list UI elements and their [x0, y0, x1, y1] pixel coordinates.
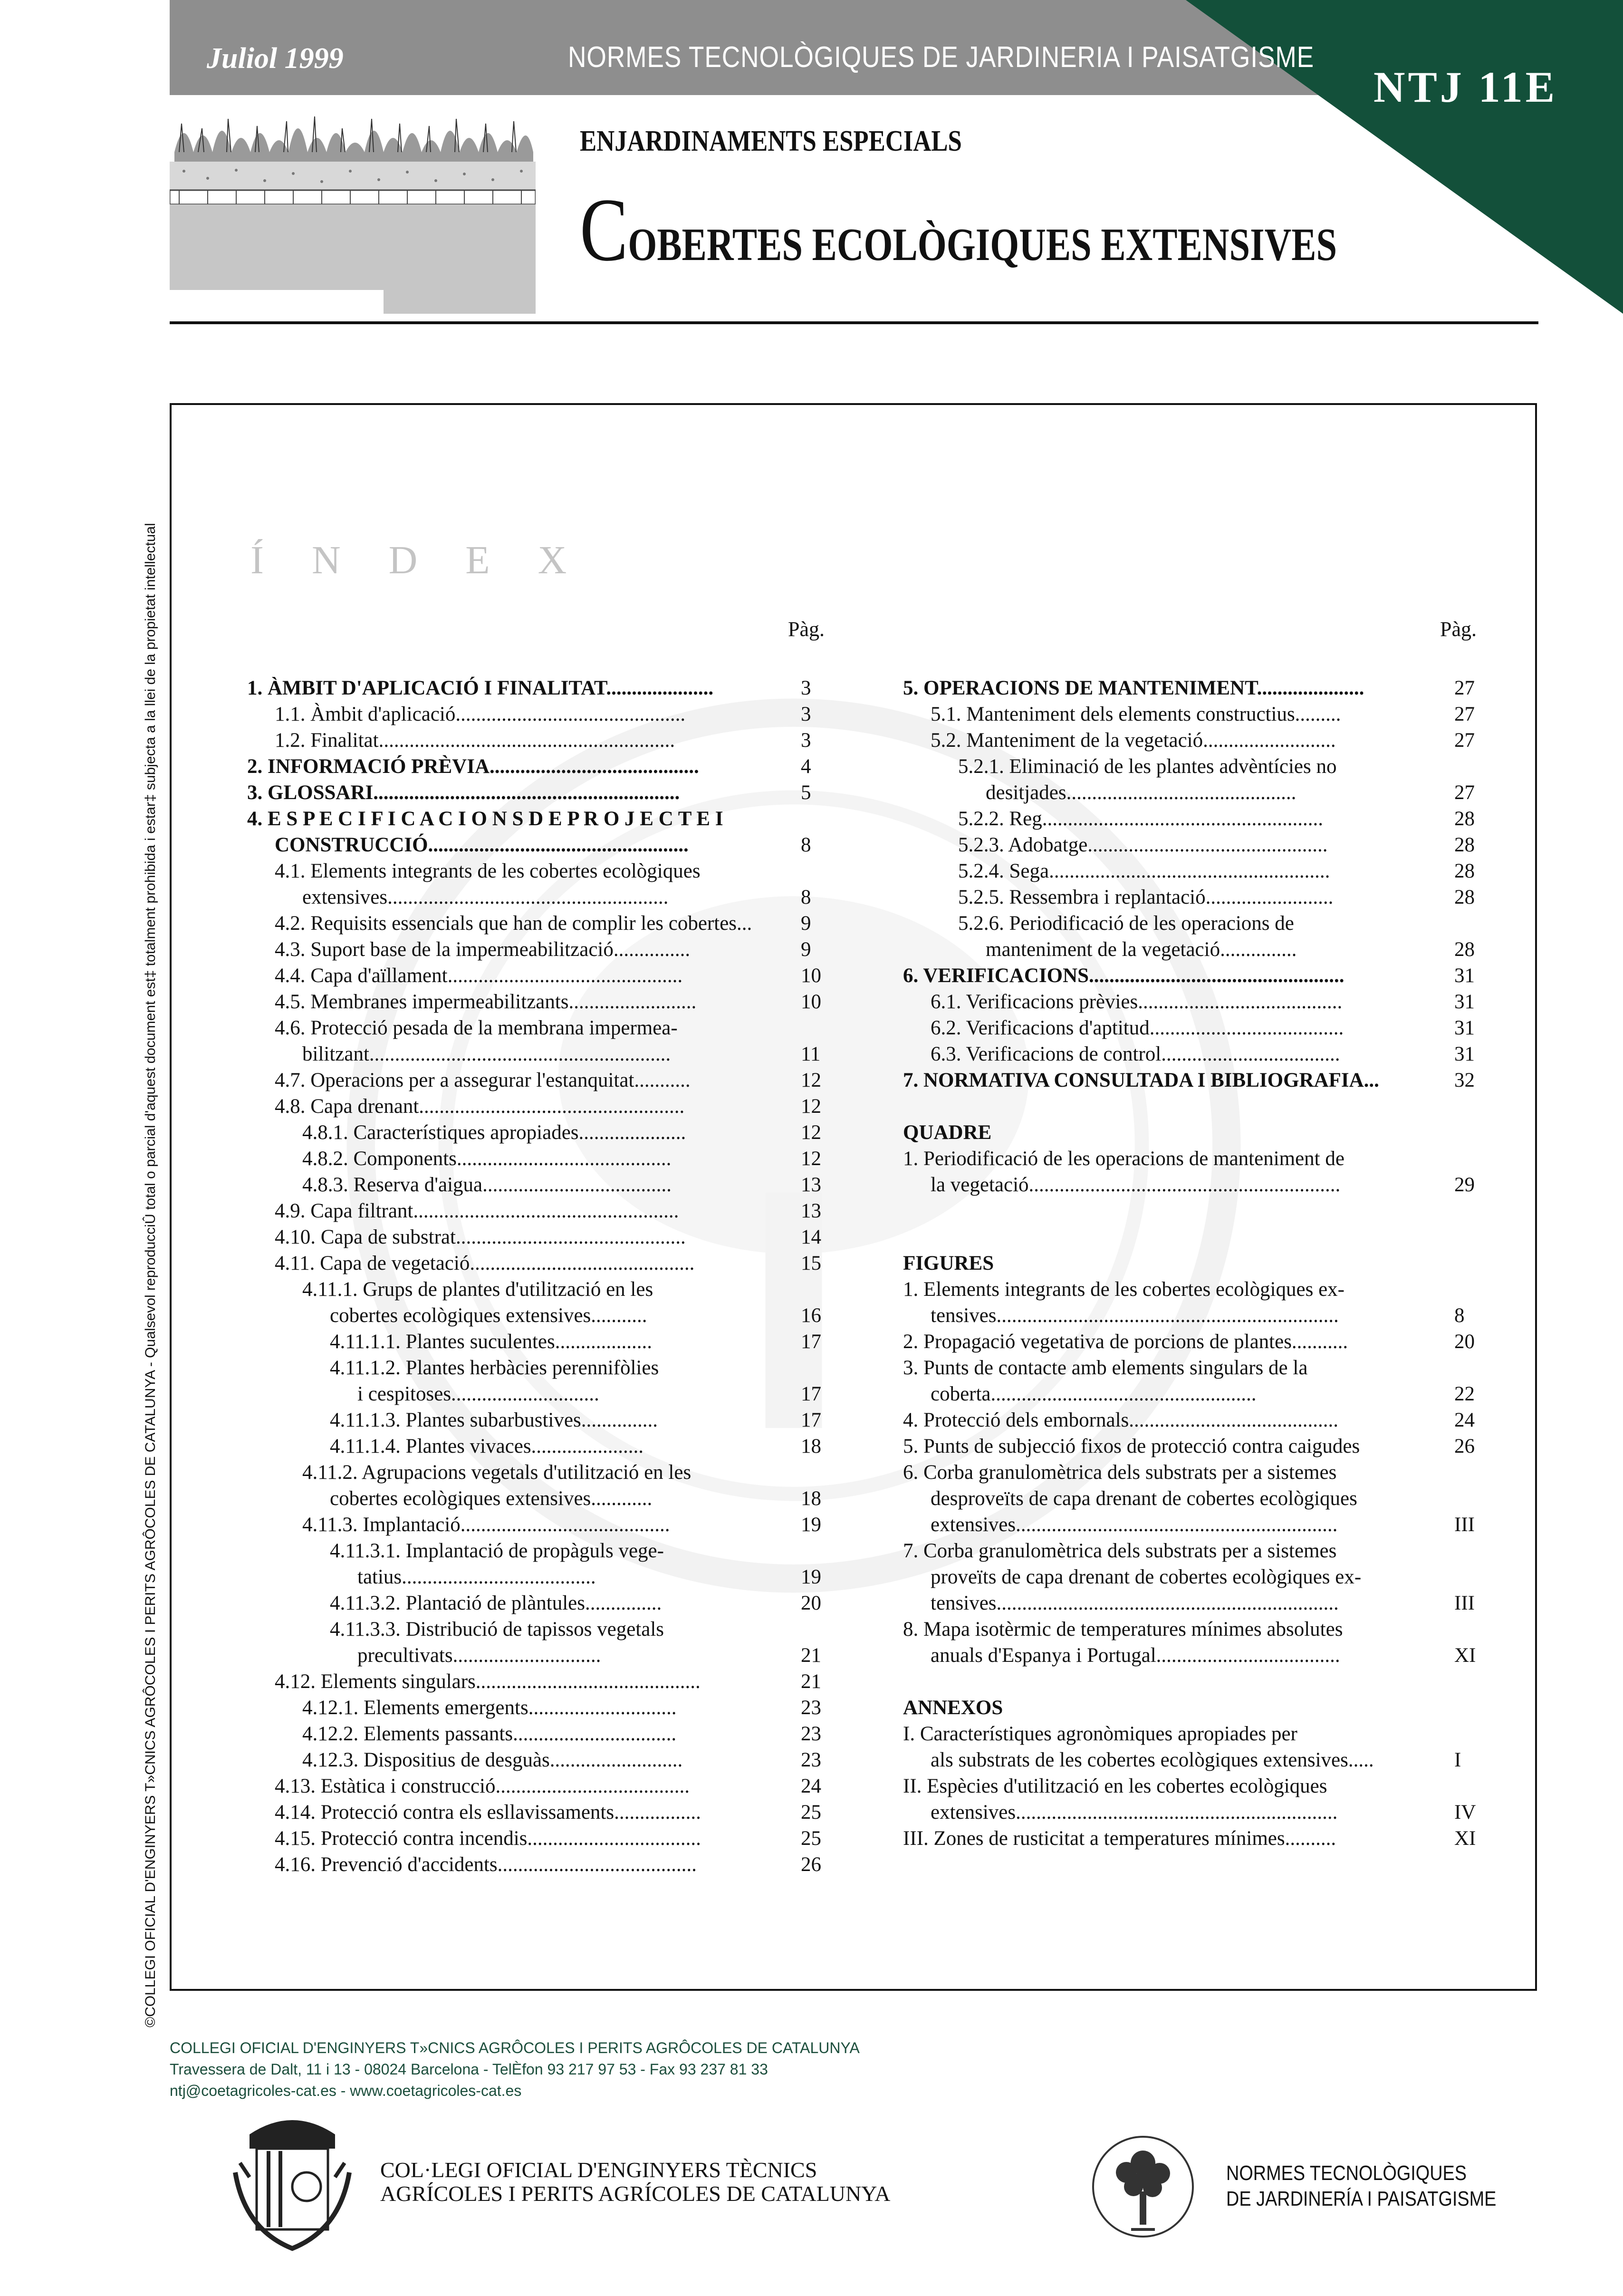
normes-line-2: DE JARDINERÍA I PAISATGISME	[1226, 2187, 1497, 2210]
toc-entry-page: I	[1454, 1749, 1461, 1771]
toc-entry-label: 6.2. Verificacions d'aptitud......................................	[931, 1017, 1344, 1039]
toc-entry	[247, 1224, 836, 1250]
toc-entry	[903, 1773, 1488, 1799]
toc-entry-label: 4. E S P E C I F I C A C I O N S D E P R O J E C T E I	[247, 808, 723, 830]
toc-entry	[903, 1669, 1488, 1695]
footer-organization: COLLEGI OFICIAL D'ENGINYERS T»CNICS AGRÔCOLES I PERITS AGRÔCOLES DE CATALUNYA	[170, 2039, 860, 2056]
toc-entry	[903, 1486, 1488, 1512]
toc-entry	[903, 1721, 1488, 1747]
toc-entry-label: 4.12.1. Elements emergents.............................	[302, 1697, 677, 1719]
toc-entry	[903, 1616, 1488, 1642]
toc-entry-label: 4.11.1.2. Plantes herbàcies perennifòlies	[330, 1357, 659, 1379]
toc-entry	[247, 1015, 836, 1041]
toc-entry	[247, 701, 836, 727]
toc-entry-page: 29	[1454, 1174, 1475, 1196]
toc-entry-label: 4.8.1. Característiques apropiades.....................	[302, 1121, 686, 1144]
toc-entry-label: 5.2.4. Sega.......................................................	[958, 860, 1330, 882]
toc-entry	[903, 1302, 1488, 1329]
toc-entry-page: 12	[801, 1148, 821, 1170]
toc-entry	[903, 963, 1488, 989]
toc-entry-label: 4.11.3.2. Plantació de plàntules...............	[330, 1592, 662, 1614]
toc-entry-page: 3	[801, 677, 811, 699]
toc-entry-label: la vegetació.............................................................	[931, 1174, 1341, 1196]
toc-entry	[903, 1590, 1488, 1616]
toc-entry	[247, 1355, 836, 1381]
toc-entry-label: als substrats de les cobertes ecològiques extensives.....	[931, 1749, 1374, 1771]
toc-entry	[247, 1250, 836, 1276]
toc-entry-label: 5. Punts de subjecció fixos de protecció contra caigudes	[903, 1435, 1360, 1457]
toc-entry-page: 32	[1454, 1069, 1475, 1091]
toc-entry-page: 31	[1454, 1043, 1475, 1065]
toc-entry-label: 6.3. Verificacions de control...................................	[931, 1043, 1340, 1065]
header-rule	[170, 321, 1538, 324]
toc-entry-page: 24	[801, 1775, 821, 1797]
toc-entry-label: precultivats.............................	[357, 1644, 601, 1667]
toc-entry-label: extensives...............................................................	[931, 1514, 1338, 1536]
toc-entry-page: 17	[801, 1409, 821, 1431]
toc-entry	[247, 1747, 836, 1773]
toc-entry-label: anuals d'Espanya i Portugal....................................	[931, 1644, 1340, 1667]
toc-entry-page: 28	[1454, 860, 1475, 882]
toc-entry	[903, 884, 1488, 910]
toc-entry-label: 4.11.1. Grups de plantes d'utilització en les	[302, 1278, 653, 1301]
toc-entry	[903, 1355, 1488, 1381]
toc-entry-label: III. Zones de rusticitat a temperatures mínimes..........	[903, 1827, 1336, 1850]
toc-entry-page: 23	[801, 1749, 821, 1771]
header-subtitle: ENJARDINAMENTS ESPECIALS	[580, 125, 962, 157]
toc-entry-label: coberta....................................................	[931, 1383, 1257, 1405]
toc-entry-label: 4.5. Membranes impermeabilitzants.........................	[275, 991, 697, 1013]
toc-entry-label: 1. Elements integrants de les cobertes ecològiques ex-	[903, 1278, 1344, 1301]
toc-entry-label: 4.1. Elements integrants de les cobertes ecològiques	[275, 860, 701, 882]
toc-entry	[247, 1852, 836, 1878]
toc-entry	[247, 1642, 836, 1669]
title-initial: C	[580, 180, 628, 280]
toc-entry-label: 4.8.2. Components..........................................	[302, 1148, 672, 1170]
toc-entry	[247, 910, 836, 936]
toc-entry	[903, 936, 1488, 963]
college-crest-logo	[230, 2106, 354, 2258]
toc-entry-label: 4.11.3. Implantació.........................................	[302, 1514, 670, 1536]
toc-entry	[903, 1825, 1488, 1852]
toc-entry-label: QUADRE	[903, 1121, 992, 1144]
toc-entry-page: 13	[801, 1174, 821, 1196]
title-rest: OBERTES ECOLÒGIQUES EXTENSIVES	[628, 219, 1337, 270]
toc-entry	[247, 1825, 836, 1852]
toc-entry-label: 4.12.2. Elements passants................................	[302, 1723, 677, 1745]
toc-entry-label: 1. Periodificació de les operacions de manteniment de	[903, 1148, 1344, 1170]
toc-entry-page: 22	[1454, 1383, 1475, 1405]
document-title	[580, 178, 1337, 282]
toc-entry-page: 26	[801, 1853, 821, 1876]
toc-entry	[247, 1773, 836, 1799]
toc-entry-page: 27	[1454, 677, 1475, 699]
toc-entry-page: 21	[801, 1644, 821, 1667]
toc-entry-label: 7. NORMATIVA CONSULTADA I BIBLIOGRAFIA...	[903, 1069, 1379, 1091]
header-series-title: NORMES TECNOLÒGIQUES DE JARDINERIA I PAISATGISME	[568, 41, 1315, 74]
toc-entry	[903, 753, 1488, 780]
toc-entry-label: I. Característiques agronòmiques apropiades per	[903, 1723, 1297, 1745]
toc-entry-label: 8. Mapa isotèrmic de temperatures mínimes absolutes	[903, 1618, 1343, 1640]
toc-entry-label: 4.9. Capa filtrant....................................................	[275, 1200, 679, 1222]
toc-entry	[903, 858, 1488, 884]
toc-entry	[247, 1799, 836, 1825]
toc-entry	[247, 727, 836, 753]
normes-logo-text	[1226, 2161, 1496, 2212]
toc-entry-page: 19	[801, 1566, 821, 1588]
college-name	[380, 2158, 891, 2206]
toc-entry	[247, 1146, 836, 1172]
toc-entry-page: 26	[1454, 1435, 1475, 1457]
toc-entry-label: 5.2.2. Reg.......................................................	[958, 808, 1324, 830]
toc-entry	[903, 780, 1488, 806]
college-line-2: AGRÍCOLES I PERITS AGRÍCOLES DE CATALUNYA	[380, 2181, 891, 2206]
toc-entry	[903, 727, 1488, 753]
toc-entry-label: bilitzant...........................................................	[302, 1043, 671, 1065]
toc-entry	[247, 1381, 836, 1407]
toc-entry	[903, 1067, 1488, 1093]
toc-entry	[247, 936, 836, 963]
toc-entry-label: 4.14. Protecció contra els esllavissaments.................	[275, 1801, 701, 1823]
toc-entry-label: 4.11. Capa de vegetació............................................	[275, 1252, 695, 1274]
right-page-heading: Pàg.	[1440, 617, 1477, 641]
toc-entry-page: 28	[1454, 886, 1475, 908]
toc-entry-page: 8	[1454, 1304, 1465, 1327]
toc-entry-label: 4.16. Prevenció d'accidents.......................................	[275, 1853, 697, 1876]
toc-entry-page: 23	[801, 1723, 821, 1745]
left-page-heading: Pàg.	[788, 617, 825, 641]
toc-entry-page: 8	[801, 886, 811, 908]
toc-entry-label: 4.2. Requisits essencials que han de complir les cobertes...	[275, 912, 752, 935]
toc-entry	[903, 1433, 1488, 1459]
toc-entry-page: III	[1454, 1514, 1475, 1536]
toc-entry-label: 5.2. Manteniment de la vegetació..........................	[931, 729, 1336, 752]
toc-entry-label: 4.11.1.3. Plantes subarbustives...............	[330, 1409, 658, 1431]
toc-entry	[903, 675, 1488, 701]
toc-entry-label: 1.2. Finalitat..........................................................	[275, 729, 675, 752]
toc-entry	[247, 1695, 836, 1721]
toc-entry-label: 4.11.1.4. Plantes vivaces......................	[330, 1435, 644, 1457]
toc-entry-page: 18	[801, 1487, 821, 1510]
toc-entry-label: cobertes ecològiques extensives............	[330, 1487, 653, 1510]
toc-entry-label: manteniment de la vegetació...............	[986, 938, 1297, 961]
toc-entry	[247, 858, 836, 884]
toc-entry	[903, 832, 1488, 858]
toc-entry-label: 5.2.1. Eliminació de les plantes advèntícies no	[958, 755, 1337, 778]
toc-entry-page: 9	[801, 938, 811, 961]
toc-entry-label: 3. Punts de contacte amb elements singulars de la	[903, 1357, 1308, 1379]
toc-entry-page: 27	[1454, 703, 1475, 725]
toc-entry-label: 4.7. Operacions per a assegurar l'estanquitat...........	[275, 1069, 691, 1091]
toc-entry-page: 16	[801, 1304, 821, 1327]
toc-entry	[247, 1590, 836, 1616]
toc-entry-label: 4.11.2. Agrupacions vegetals d'utilització en les	[302, 1461, 691, 1484]
toc-entry	[247, 1302, 836, 1329]
toc-entry-label: 2. INFORMACIÓ PRÈVIA.........................................	[247, 755, 699, 778]
toc-entry-label: 4.11.3.1. Implantació de propàguls vege-	[330, 1540, 664, 1562]
toc-entry	[247, 1616, 836, 1642]
toc-entry-page: 31	[1454, 1017, 1475, 1039]
toc-entry-page: 10	[801, 991, 821, 1013]
toc-entry	[903, 1172, 1488, 1198]
toc-entry-page: 27	[1454, 781, 1475, 804]
toc-entry-label: 4.4. Capa d'aïllament..............................................	[275, 965, 683, 987]
toc-entry-label: 6.1. Verificacions prèvies........................................	[931, 991, 1343, 1013]
index-heading: Í N D E X	[250, 538, 586, 582]
toc-entry-page: III	[1454, 1592, 1475, 1614]
toc-entry-page: 4	[801, 755, 811, 778]
toc-entry	[903, 1119, 1488, 1146]
toc-entry-page: 23	[801, 1697, 821, 1719]
toc-entry-label: 4.11.3.3. Distribució de tapissos vegetals	[330, 1618, 664, 1640]
toc-entry-page: 31	[1454, 965, 1475, 987]
toc-entry-label: desproveïts de capa drenant de cobertes ecològiques	[931, 1487, 1357, 1510]
toc-entry-page: 3	[801, 703, 811, 725]
toc-entry-page: 11	[801, 1043, 821, 1065]
toc-entry-page: 12	[801, 1069, 821, 1091]
toc-entry-label: extensives...............................................................	[931, 1801, 1338, 1823]
header-code: NTJ 11E	[1373, 63, 1558, 111]
toc-entry-page: 28	[1454, 808, 1475, 830]
toc-entry	[903, 701, 1488, 727]
toc-entry-label: 4.3. Suport base de la impermeabilització...............	[275, 938, 691, 961]
toc-entry	[247, 1329, 836, 1355]
toc-entry-label: 5.1. Manteniment dels elements constructius.........	[931, 703, 1341, 725]
toc-entry	[247, 1669, 836, 1695]
toc-entry-page: 14	[801, 1226, 821, 1248]
toc-entry-label: tatius......................................	[357, 1566, 596, 1588]
toc-entry-label: proveïts de capa drenant de cobertes ecològiques ex-	[931, 1566, 1362, 1588]
toc-entry	[247, 1198, 836, 1224]
toc-entry	[247, 1067, 836, 1093]
toc-entry-page: 19	[801, 1514, 821, 1536]
toc-entry	[903, 1041, 1488, 1067]
header-date: Juliol 1999	[207, 42, 344, 75]
toc-entry	[903, 1538, 1488, 1564]
toc-entry-label: 5.2.5. Ressembra i replantació.........................	[958, 886, 1334, 908]
toc-entry	[903, 1642, 1488, 1669]
toc-entry-label: 4.13. Estàtica i construcció......................................	[275, 1775, 690, 1797]
toc-entry-label: 4.8. Capa drenant....................................................	[275, 1095, 685, 1118]
toc-entry-page: 25	[801, 1827, 821, 1850]
toc-entry-page: 15	[801, 1252, 821, 1274]
toc-entry-page: 17	[801, 1383, 821, 1405]
toc-entry	[247, 1041, 836, 1067]
toc-entry	[903, 1276, 1488, 1302]
toc-entry	[247, 806, 836, 832]
toc-entry	[903, 1250, 1488, 1276]
toc-entry	[903, 1564, 1488, 1590]
toc-entry-label: 5. OPERACIONS DE MANTENIMENT.....................	[903, 677, 1364, 699]
toc-entry	[247, 1538, 836, 1564]
toc-entry	[903, 1799, 1488, 1825]
toc-entry	[247, 1564, 836, 1590]
toc-entry	[247, 1276, 836, 1302]
toc-entry	[903, 1224, 1488, 1250]
toc-entry	[247, 675, 836, 701]
toc-entry-label: cobertes ecològiques extensives...........	[330, 1304, 647, 1327]
toc-entry	[903, 1407, 1488, 1433]
toc-entry	[903, 1329, 1488, 1355]
toc-entry	[247, 1407, 836, 1433]
toc-entry-label: tensives...................................................................	[931, 1304, 1339, 1327]
toc-entry-label: 5.2.3. Adobatge...............................................	[958, 834, 1328, 856]
toc-entry-page: XI	[1454, 1827, 1476, 1850]
tree-logo	[1088, 2130, 1198, 2253]
toc-entry	[247, 963, 836, 989]
toc-entry	[903, 1512, 1488, 1538]
toc-entry-label: 6. Corba granulomètrica dels substrats per a sistemes	[903, 1461, 1337, 1484]
toc-right-column	[903, 675, 1488, 1852]
toc-entry	[247, 884, 836, 910]
toc-entry-page: 12	[801, 1095, 821, 1118]
toc-entry-page: 28	[1454, 834, 1475, 856]
copyright-side-text: ©COLLEGI OFICIAL D'ENGINYERS T»CNICS AGRÔCOLES I PERITS AGRÔCOLES DE CATALUNYA - Qualsevol reproducciÛ total o parcial d'aquest document est‡ totalment prohibida i estar‡ subjecta a la llei de la propietat intellectual	[143, 523, 158, 2027]
toc-entry-label: 4.12. Elements singulars............................................	[275, 1670, 701, 1693]
toc-entry-label: 3. GLOSSARI............................................................	[247, 781, 680, 804]
toc-entry-page: 13	[801, 1200, 821, 1222]
toc-entry-label: II. Espècies d'utilització en les cobertes ecològiques	[903, 1775, 1327, 1797]
toc-entry-label: 4.12.3. Dispositius de desguàs..........................	[302, 1749, 683, 1771]
toc-entry-page: 18	[801, 1435, 821, 1457]
toc-entry-page: 3	[801, 729, 811, 752]
toc-entry	[247, 989, 836, 1015]
toc-entry-page: 9	[801, 912, 811, 935]
toc-entry	[247, 1119, 836, 1146]
toc-entry-page: 10	[801, 965, 821, 987]
toc-entry	[247, 1459, 836, 1486]
toc-entry	[903, 1146, 1488, 1172]
toc-entry-label: tensives...................................................................	[931, 1592, 1339, 1614]
college-line-1: COL·LEGI OFICIAL D'ENGINYERS TÈCNICS	[380, 2158, 817, 2182]
toc-entry-page: 27	[1454, 729, 1475, 752]
toc-entry-page: 8	[801, 834, 811, 856]
toc-left-column	[247, 675, 836, 1878]
toc-entry	[903, 1015, 1488, 1041]
toc-entry-page: 12	[801, 1121, 821, 1144]
toc-entry-label: 7. Corba granulomètrica dels substrats per a sistemes	[903, 1540, 1337, 1562]
toc-entry-label: 6. VERIFICACIONS..................................................	[903, 965, 1344, 987]
toc-entry-label: ANNEXOS	[903, 1697, 1003, 1719]
toc-entry-page: 24	[1454, 1409, 1475, 1431]
toc-entry-page: IV	[1454, 1801, 1476, 1823]
toc-entry	[247, 753, 836, 780]
toc-entry	[247, 1172, 836, 1198]
toc-entry-page: 20	[1454, 1331, 1475, 1353]
toc-entry-label: 5.2.6. Periodificació de les operacions de	[958, 912, 1294, 935]
toc-entry-page: 25	[801, 1801, 821, 1823]
toc-entry	[247, 1486, 836, 1512]
footer-address: Travessera de Dalt, 11 i 13 - 08024 Barcelona - TelÈfon 93 217 97 53 - Fax 93 237 81 33	[170, 2061, 768, 2078]
toc-entry-label: CONSTRUCCIÓ...................................................	[275, 834, 689, 856]
toc-entry	[903, 1459, 1488, 1486]
green-roof-illustration	[170, 95, 536, 314]
normes-line-1: NORMES TECNOLÒGIQUES	[1226, 2161, 1467, 2185]
toc-entry	[903, 1093, 1488, 1119]
toc-entry	[903, 1695, 1488, 1721]
toc-entry	[903, 910, 1488, 936]
toc-entry-label: 4.10. Capa de substrat.............................................	[275, 1226, 686, 1248]
toc-entry	[903, 1198, 1488, 1224]
toc-entry-label: 4.6. Protecció pesada de la membrana impermea-	[275, 1017, 678, 1039]
toc-entry	[247, 1093, 836, 1119]
toc-entry-page: 31	[1454, 991, 1475, 1013]
toc-entry-label: 1. ÀMBIT D'APLICACIÓ I FINALITAT.....................	[247, 677, 714, 699]
toc-entry	[247, 1512, 836, 1538]
toc-entry-page: 28	[1454, 938, 1475, 961]
toc-entry-label: i cespitoses.............................	[357, 1383, 599, 1405]
toc-entry	[903, 1747, 1488, 1773]
toc-entry-label: 1.1. Àmbit d'aplicació.............................................	[275, 703, 686, 725]
toc-entry-label: 4. Protecció dels embornals.........................................	[903, 1409, 1339, 1431]
toc-entry-label: FIGURES	[903, 1252, 994, 1274]
toc-entry	[247, 1721, 836, 1747]
toc-entry-page: 21	[801, 1670, 821, 1693]
toc-entry-label: extensives.......................................................	[302, 886, 669, 908]
toc-entry-page: 5	[801, 781, 811, 804]
toc-entry	[903, 806, 1488, 832]
toc-entry	[903, 989, 1488, 1015]
footer-contact: ntj@coetagricoles-cat.es - www.coetagricoles-cat.es	[170, 2082, 522, 2099]
toc-entry	[903, 1381, 1488, 1407]
toc-entry	[247, 1433, 836, 1459]
toc-entry-page: 20	[801, 1592, 821, 1614]
toc-entry-label: 4.8.3. Reserva d'aigua.....................................	[302, 1174, 672, 1196]
toc-entry	[247, 780, 836, 806]
toc-entry-label: 4.11.1.1. Plantes suculentes...................	[330, 1331, 652, 1353]
toc-entry	[247, 832, 836, 858]
toc-entry-label: 4.15. Protecció contra incendis..................................	[275, 1827, 701, 1850]
toc-entry-page: 17	[801, 1331, 821, 1353]
toc-entry-label: desitjades.............................................	[986, 781, 1296, 804]
toc-entry-page: XI	[1454, 1644, 1476, 1667]
toc-entry-label: 2. Propagació vegetativa de porcions de plantes...........	[903, 1331, 1348, 1353]
